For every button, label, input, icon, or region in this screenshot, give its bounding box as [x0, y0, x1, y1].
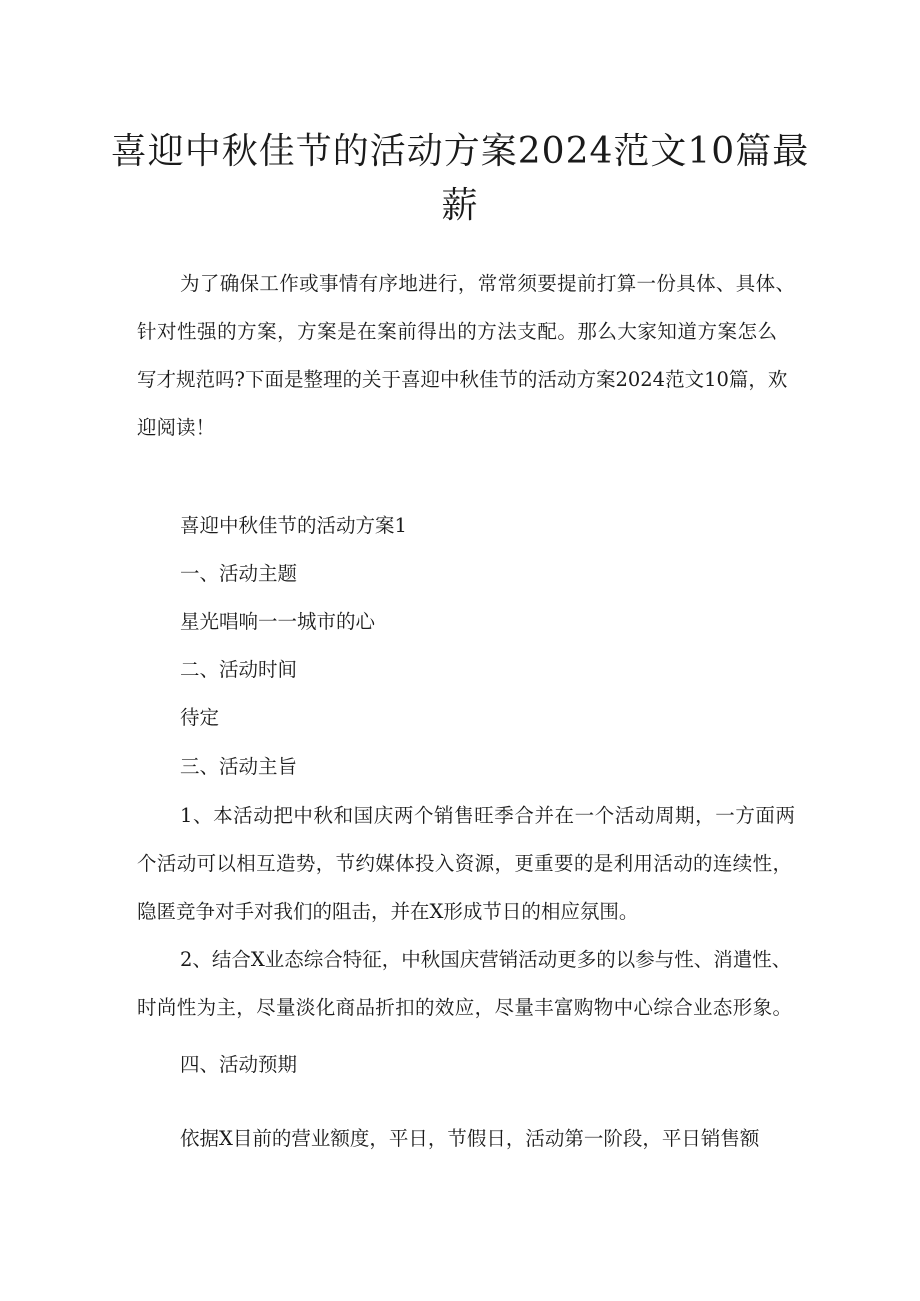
- time-text: 待定: [180, 706, 220, 729]
- section-title: 喜迎中秋佳节的活动方案1: [180, 514, 407, 537]
- purpose1-line-3: 隐匿竞争对手对我们的阻击，并在X形成节日的相应氛围。: [137, 900, 639, 923]
- document-title-line1: 喜迎中秋佳节的活动方案2024范文10篇最: [110, 131, 810, 172]
- heading-time: 二、活动时间: [180, 658, 298, 681]
- heading-expectation: 四、活动预期: [180, 1053, 298, 1076]
- intro-line-1: 为了确保工作或事情有序地进行，常常须要提前打算一份具体、具体、: [180, 272, 795, 295]
- intro-line-2: 针对性强的方案，方案是在案前得出的方法支配。那么大家知道方案怎么: [137, 320, 777, 343]
- purpose2-line-1: 2、结合X业态综合特征，中秋国庆营销活动更多的以参与性、消遣性、: [180, 948, 792, 971]
- purpose1-line-2: 个活动可以相互造势，节约媒体投入资源，更重要的是利用活动的连续性，: [137, 852, 792, 875]
- heading-theme: 一、活动主题: [180, 562, 298, 585]
- purpose1-line-1: 1、本活动把中秋和国庆两个销售旺季合并在一个活动周期，一方面两: [180, 804, 795, 827]
- heading-purpose: 三、活动主旨: [180, 755, 298, 778]
- theme-text: 星光唱响一一城市的心: [180, 610, 376, 633]
- purpose2-line-2: 时尚性为主，尽量淡化商品折扣的效应，尽量丰富购物中心综合业态形象。: [137, 996, 792, 1019]
- expectation-text: 依据X目前的营业额度，平日，节假日，活动第一阶段，平日销售额: [180, 1127, 760, 1150]
- intro-line-3: 写才规范吗?下面是整理的关于喜迎中秋佳节的活动方案2024范文10篇，欢: [137, 368, 788, 391]
- document-title-line2: 薪: [441, 185, 479, 226]
- intro-line-4: 迎阅读！: [137, 416, 216, 439]
